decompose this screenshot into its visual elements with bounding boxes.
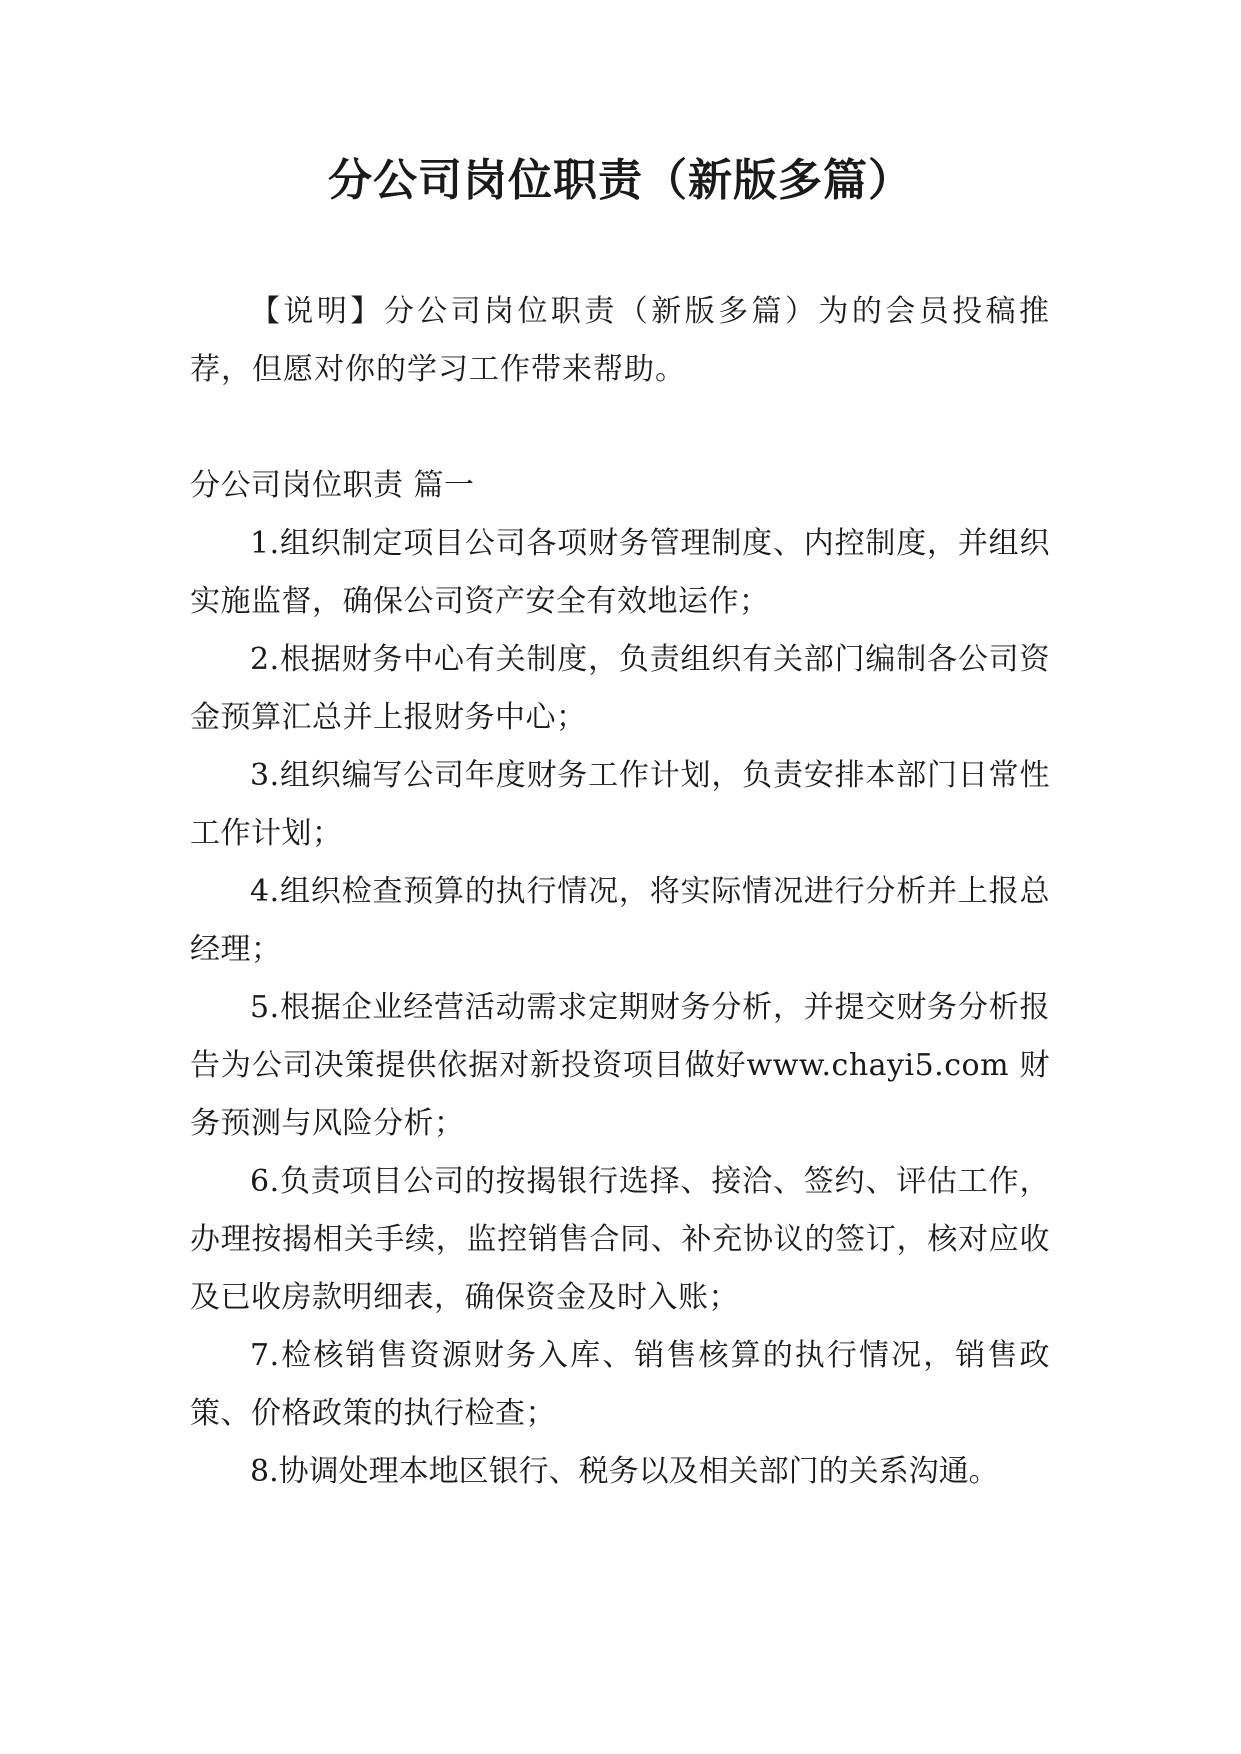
blank-line [190,399,1050,457]
list-item: 3.组织编写公司年度财务工作计划，负责安排本部门日常性工作计划； [190,758,1050,851]
list-item: 7.检核销售资源财务入库、销售核算的执行情况，销售政策、价格政策的执行检查； [190,1338,1050,1431]
intro-paragraph: 【说明】分公司岗位职责（新版多篇）为的会员投稿推荐，但愿对你的学习工作带来帮助。 [190,294,1050,387]
page-title: 分公司岗位职责（新版多篇） [328,155,913,206]
list-item: 8.协调处理本地区银行、税务以及相关部门的关系沟通。 [250,1454,999,1489]
list-item: 5.根据企业经营活动需求定期财务分析，并提交财务分析报告为公司决策提供依据对新投资项目做好www.chayi5.com 财务预测与风险分析； [190,990,1050,1141]
list-item: 1.组织制定项目公司各项财务管理制度、内控制度，并组织实施监督，确保公司资产安全有效地运作； [190,526,1050,619]
list-item: 6.负责项目公司的按揭银行选择、接洽、签约、评估工作，办理按揭相关手续，监控销售合同、补充协议的签订，核对应收及已收房款明细表，确保资金及时入账； [190,1164,1050,1315]
list-item: 2.根据财务中心有关制度，负责组织有关部门编制各公司资金预算汇总并上报财务中心； [190,642,1050,735]
section-heading: 分公司岗位职责 篇一 [190,468,475,503]
document-body [190,283,1050,1501]
list-item: 4.组织检查预算的执行情况，将实际情况进行分析并上报总经理； [190,874,1050,967]
